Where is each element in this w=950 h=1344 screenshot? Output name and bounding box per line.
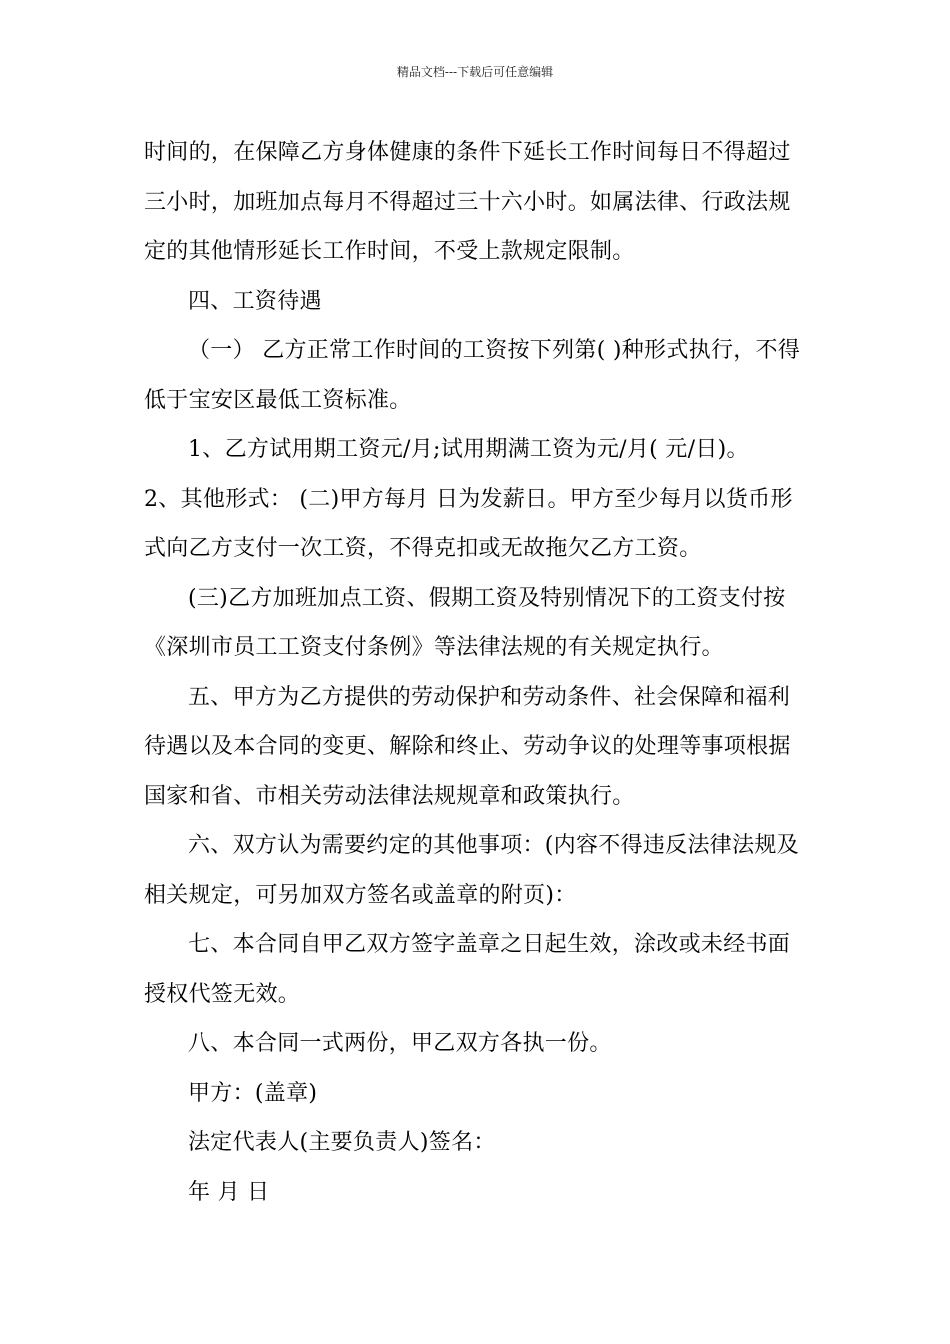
text-line: 国家和省、市相关劳动法律法规规章和政策执行。 xyxy=(144,783,635,809)
text-line: （一） 乙方正常工作时间的工资按下列第( )种形式执行，不得 xyxy=(188,338,801,363)
text-line: 《深圳市员工工资支付条例》等法律法规的有关规定执行。 xyxy=(144,635,724,660)
text-line: 2、其他形式： (二)甲方每月 日为发薪日。甲方至少每月以货币形 xyxy=(144,486,793,512)
text-line: 低于宝安区最低工资标准。 xyxy=(144,387,412,413)
text-line: 相关规定，可另加双方签名或盖章的附页)： xyxy=(144,882,577,908)
text-line: (三)乙方加班加点工资、假期工资及特别情况下的工资支付按 xyxy=(188,585,786,611)
section-heading: 四、工资待遇 xyxy=(188,288,322,314)
section-heading: 五、甲方为乙方提供的劳动保护和劳动条件、社会保障和福利 xyxy=(188,684,791,710)
signature-representative: 法定代表人(主要负责人)签名： xyxy=(188,1130,496,1155)
document-body xyxy=(144,128,808,1217)
section-heading: 六、双方认为需要约定的其他事项：(内容不得违反法律法规及 xyxy=(188,833,799,858)
text-line: 定的其他情形延长工作时间，不受上款规定限制。 xyxy=(144,239,635,264)
text-line: 授权代签无效。 xyxy=(144,981,301,1007)
signature-date: 年 月 日 xyxy=(188,1179,270,1205)
section-heading: 七、本合同自甲乙双方签字盖章之日起生效，涂改或未经书面 xyxy=(188,932,791,957)
text-line: 式向乙方支付一次工资，不得克扣或无故拖欠乙方工资。 xyxy=(144,536,702,561)
page-header: 精品文档---下载后可任意编辑 xyxy=(396,65,554,79)
text-line: 三小时，加班加点每月不得超过三十六小时。如属法律、行政法规 xyxy=(144,189,791,215)
section-heading: 八、本合同一式两份，甲乙双方各执一份。 xyxy=(188,1031,612,1056)
text-line: 时间的，在保障乙方身体健康的条件下延长工作时间每日不得超过 xyxy=(144,140,791,165)
signature-party-a: 甲方：(盖章) xyxy=(188,1080,318,1106)
text-line: 待遇以及本合同的变更、解除和终止、劳动争议的处理等事项根据 xyxy=(144,734,791,759)
text-line: 1、乙方试用期工资元/月;试用期满工资为元/月( 元/日)。 xyxy=(188,437,749,462)
